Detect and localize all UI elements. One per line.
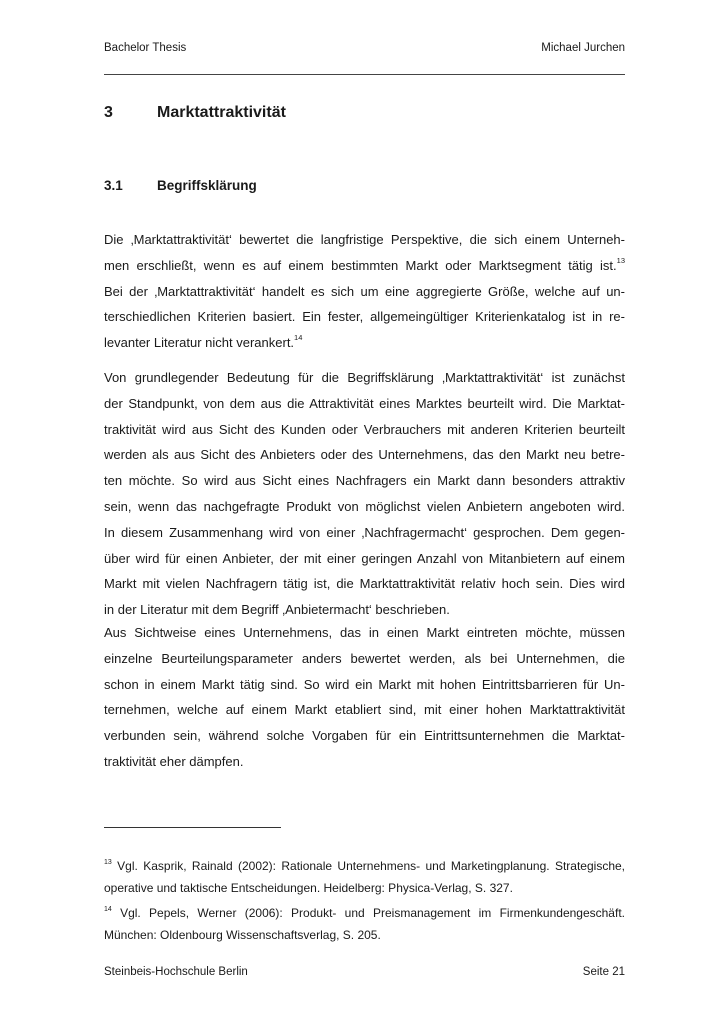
footnote-14 xyxy=(104,902,625,946)
paragraph-line: traktivität eher dämpfen. xyxy=(104,753,244,769)
header-left: Bachelor Thesis xyxy=(104,42,187,54)
header-divider xyxy=(104,74,625,75)
footnote-line: München: Oldenbourg Wissenschaftsverlag, S. 205. xyxy=(104,928,381,942)
paragraph-line: sein, wenn das nachgefragte Produkt von möglichst vielen Anbietern angeboten wird. xyxy=(104,498,625,514)
paragraph-line: Bei der ‚Marktattraktivität‘ handelt es sich um eine aggregierte Größe, welche auf un- xyxy=(104,283,625,299)
paragraph-line: ten möchte. So wird aus Sicht eines Nachfragers ein Markt dann besonders attraktiv xyxy=(104,473,625,489)
chapter-title: Marktattraktivität xyxy=(157,104,286,121)
footnote-13 xyxy=(104,855,625,899)
footnote-ref: 14 xyxy=(294,333,303,343)
paragraph-line: traktivität wird aus Sicht des Kunden oder Verbrauchers mit anderen Kriterien beurteilt xyxy=(104,421,625,437)
paragraph-line: werden als aus Sicht des Anbieters oder des Unternehmens, das den Markt neu betre- xyxy=(104,447,625,463)
header-right: Michael Jurchen xyxy=(541,42,625,54)
footnote-divider xyxy=(104,827,281,828)
footnote-line: $^{13}$ Vgl. Kasprik, Rainald (2002): Rationale Unternehmens- und Marketingplanung. Strategische, xyxy=(104,859,626,873)
paragraph-1 xyxy=(104,227,625,356)
footer-left: Steinbeis-Hochschule Berlin xyxy=(104,966,248,978)
paragraph-line: der Standpunkt, von dem aus die Attraktivität eines Marktes beurteilt wird. Die Marktat- xyxy=(104,395,625,411)
footnote-line: operative und taktische Entscheidungen. Heidelberg: Physica-Verlag, S. 327. xyxy=(104,881,513,895)
footer-right: Seite 21 xyxy=(582,966,625,978)
paragraph-line: In diesem Zusammenhang wird von einer ‚Nachfragermacht‘ gesprochen. Dem gegen- xyxy=(104,524,625,540)
section-number: 3.1 xyxy=(104,178,123,193)
paragraph-line: verbunden sein, während solche Vorgaben für ein Eintrittsunternehmen die Marktat- xyxy=(104,728,625,744)
paragraph-line: terschiedlichen Kriterien basiert. Ein fester, allgemeingültiger Kriterienkatalog ist in re- xyxy=(104,309,625,325)
paragraph-line: Die ‚Marktattraktivität‘ bewertet die langfristige Perspektive, die sich einem Unterneh- xyxy=(104,232,625,247)
paragraph-line: men erschließt, wenn es auf einem bestimmten Markt oder Marktsegment tätig ist.$^{13}$ xyxy=(104,255,625,273)
section-title: Begriffsklärung xyxy=(157,178,257,193)
paragraph-line: einzelne Beurteilungsparameter anders bewertet werden, als bei Unternehmen, die xyxy=(104,650,625,666)
paragraph-line: schon in einem Markt tätig sind. So wird ein Markt mit hohen Eintrittsbarrieren für Un- xyxy=(104,676,625,692)
footnote-ref: 13 xyxy=(616,255,625,265)
footnote-number: 14 xyxy=(104,906,112,913)
paragraph-2 xyxy=(104,365,625,623)
paragraph-line: Aus Sichtweise eines Unternehmens, das in einen Markt eintreten möchte, müssen xyxy=(104,625,625,640)
paragraph-line: ternehmen, welche auf einem Markt etabliert sind, mit einer hohen Marktattraktivität xyxy=(104,702,625,718)
paragraph-line: Markt mit vielen Nachfragern tätig ist, die Marktattraktivität relativ hoch sein. Dies wird xyxy=(104,576,625,592)
chapter-number: 3 xyxy=(104,104,113,121)
paragraph-line: Von grundlegender Bedeutung für die Begriffsklärung ‚Marktattraktivität‘ ist zunächst xyxy=(104,370,625,385)
paragraph-line: levanter Literatur nicht verankert.$^{14}$ xyxy=(104,333,303,351)
paragraph-line: in der Literatur mit dem Begriff ‚Anbietermacht‘ beschrieben. xyxy=(104,602,450,618)
paragraph-line: über wird für einen Anbieter, der mit einer geringen Anzahl von Mitanbietern auf einem xyxy=(104,550,625,566)
paragraph-3 xyxy=(104,620,625,775)
footnote-number: 13 xyxy=(104,859,112,866)
footnote-line: $^{14}$ Vgl. Pepels, Werner (2006): Produkt- und Preismanagement im Firmenkundengeschäft. xyxy=(104,906,625,920)
